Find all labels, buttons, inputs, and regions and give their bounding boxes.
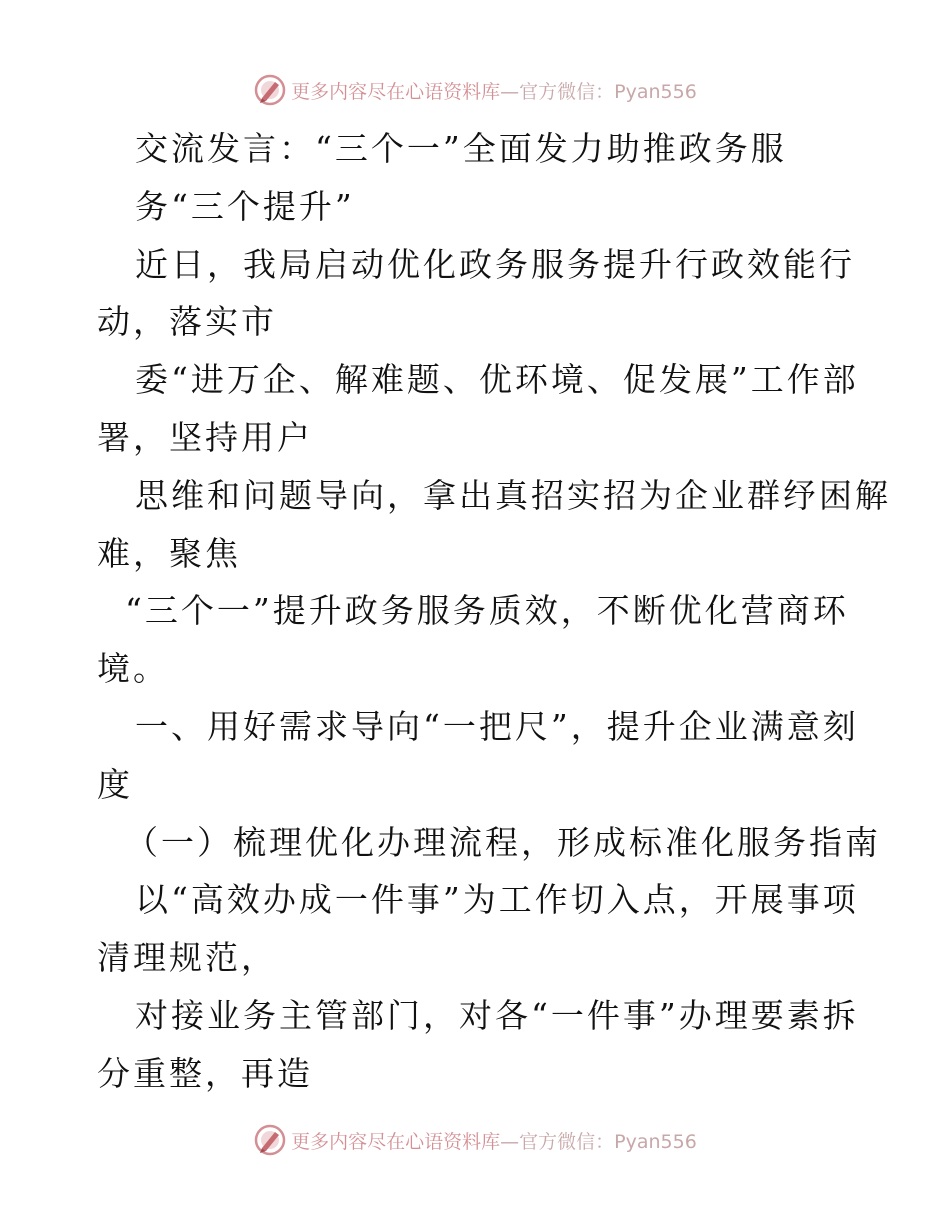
document-body xyxy=(97,120,891,1103)
watermark-dash: — xyxy=(500,1130,520,1153)
paragraph-line: 对接业务主管部门，对各“一件事”办理要素拆 xyxy=(135,995,859,1035)
watermark-contact: 官方微信：Pyan556 xyxy=(519,80,697,103)
paragraph-line: 难，聚焦 xyxy=(97,533,241,573)
section-heading-continued: 度 xyxy=(97,764,133,804)
paragraph-line: 清理规范， xyxy=(97,938,277,978)
footer-watermark xyxy=(0,1120,950,1160)
pen-seal-logo-icon xyxy=(253,1123,287,1157)
subsection-heading: （一）梳理优化办理流程，形成标准化服务指南 xyxy=(125,822,881,862)
section-heading: 一、用好需求导向“一把尺”，提升企业满意刻 xyxy=(135,706,859,746)
watermark-brand: 更多内容尽在心语资料库 xyxy=(291,1130,501,1153)
watermark-text xyxy=(291,1127,697,1154)
paragraph-line: 近日，我局启动优化政务服务提升行政效能行 xyxy=(135,244,855,284)
watermark-contact: 官方微信：Pyan556 xyxy=(519,1130,697,1153)
paragraph-line: 思维和问题导向，拿出真招实招为企业群纾困解 xyxy=(135,475,891,515)
watermark-dash: — xyxy=(500,80,520,103)
pen-seal-logo-icon xyxy=(253,73,287,107)
paragraph-line: 署，坚持用户 xyxy=(97,417,313,457)
title-line-2: 务“三个提升” xyxy=(135,186,355,226)
watermark-text xyxy=(291,77,697,104)
paragraph-line: “三个一”提升政务服务质效，不断优化营商环 xyxy=(125,591,849,631)
paragraph-line: 动，落实市 xyxy=(97,302,277,342)
paragraph-line: 分重整，再造 xyxy=(97,1053,313,1093)
title-line-1: 交流发言：“三个一”全面发力助推政务服 xyxy=(135,129,787,168)
paragraph-line: 以“高效办成一件事”为工作切入点，开展事项 xyxy=(135,880,859,920)
header-watermark xyxy=(0,70,950,110)
paragraph-line: 委“进万企、解难题、优环境、促发展”工作部 xyxy=(135,360,859,400)
paragraph-line: 境。 xyxy=(97,649,169,689)
watermark-brand: 更多内容尽在心语资料库 xyxy=(291,80,501,103)
